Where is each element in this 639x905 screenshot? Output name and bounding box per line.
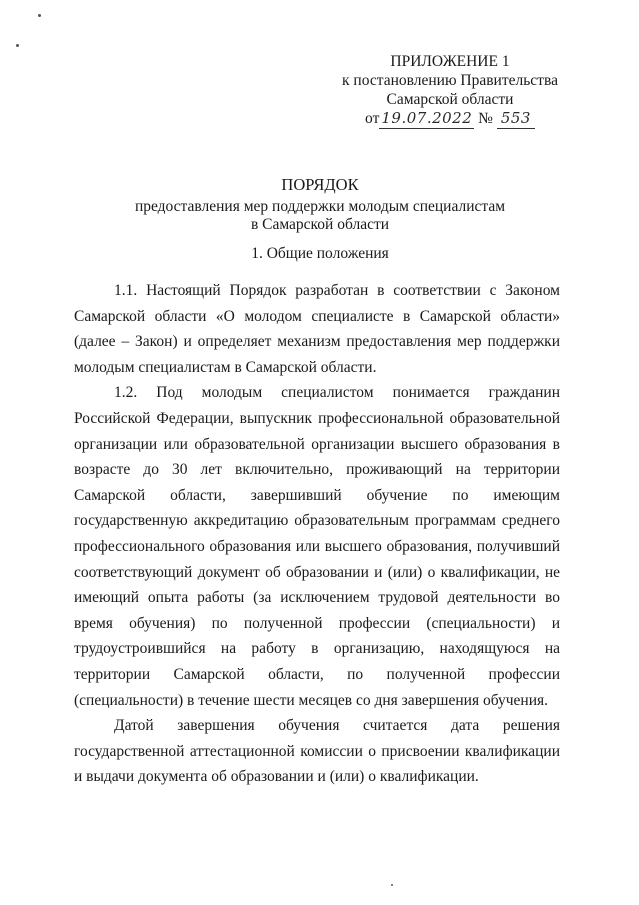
appendix-line-region: Самарской области [386,91,514,108]
appendix-line-resolution: к постановлению Правительства [342,72,558,89]
document-title: ПОРЯДОК [281,175,359,194]
number-prefix: № [478,110,493,127]
section-heading: 1. Общие положения [251,245,389,262]
appendix-heading: ПРИЛОЖЕНИЕ 1 [390,53,510,70]
date-prefix: от [365,110,380,127]
appendix-date-line [330,109,570,129]
scan-artifact-dot [16,44,19,47]
handwritten-date: 19.07.2022 [381,109,473,127]
appendix-header [330,52,570,129]
paragraph-completion-date: Датой завершения обучения считается дата решения государственной аттестационной комиссии о присвоении квалификации и выдачи документа об образовании и (или) о квалификации. [74,717,560,786]
document-title-block [60,176,580,234]
handwritten-number: 553 [497,109,535,129]
scan-artifact-dot [391,884,393,886]
document-subtitle-line2: в Самарской области [250,216,390,233]
section-body [74,278,560,790]
paragraph-1-2: 1.2. Под молодым специалистом понимается гражданин Российской Федерации, выпускник профессиональной образовательной организации или образовательной организации высшего образования в возрасте до 30 лет включительно, проживающий на территории Самарской области, завершивший обучение по имеющим государственную аккредитацию образовательным программам среднего профессионального образования или высшего образования, получивший соответствующий документ об образовании и (или) о квалификации, не имеющий опыта работы (за исключением трудовой деятельности во время обучения) по полученной профессии (специальности) и трудоустроившийся на работу в организацию, находящуюся на территории Самарской области, по полученной профессии (специальности) в течение шести месяцев со дня завершения обучения. [74,384,560,709]
scan-artifact-dot [38,14,41,17]
paragraph-1-1: 1.1. Настоящий Порядок разработан в соответствии с Законом Самарской области «О молодом специалисте в Самарской области» (далее – Закон) и определяет механизм предоставления мер поддержки молодым специалистам в Самарской области. [74,282,560,376]
document-subtitle-line1: предоставления мер поддержки молодым специалистам [134,198,506,215]
